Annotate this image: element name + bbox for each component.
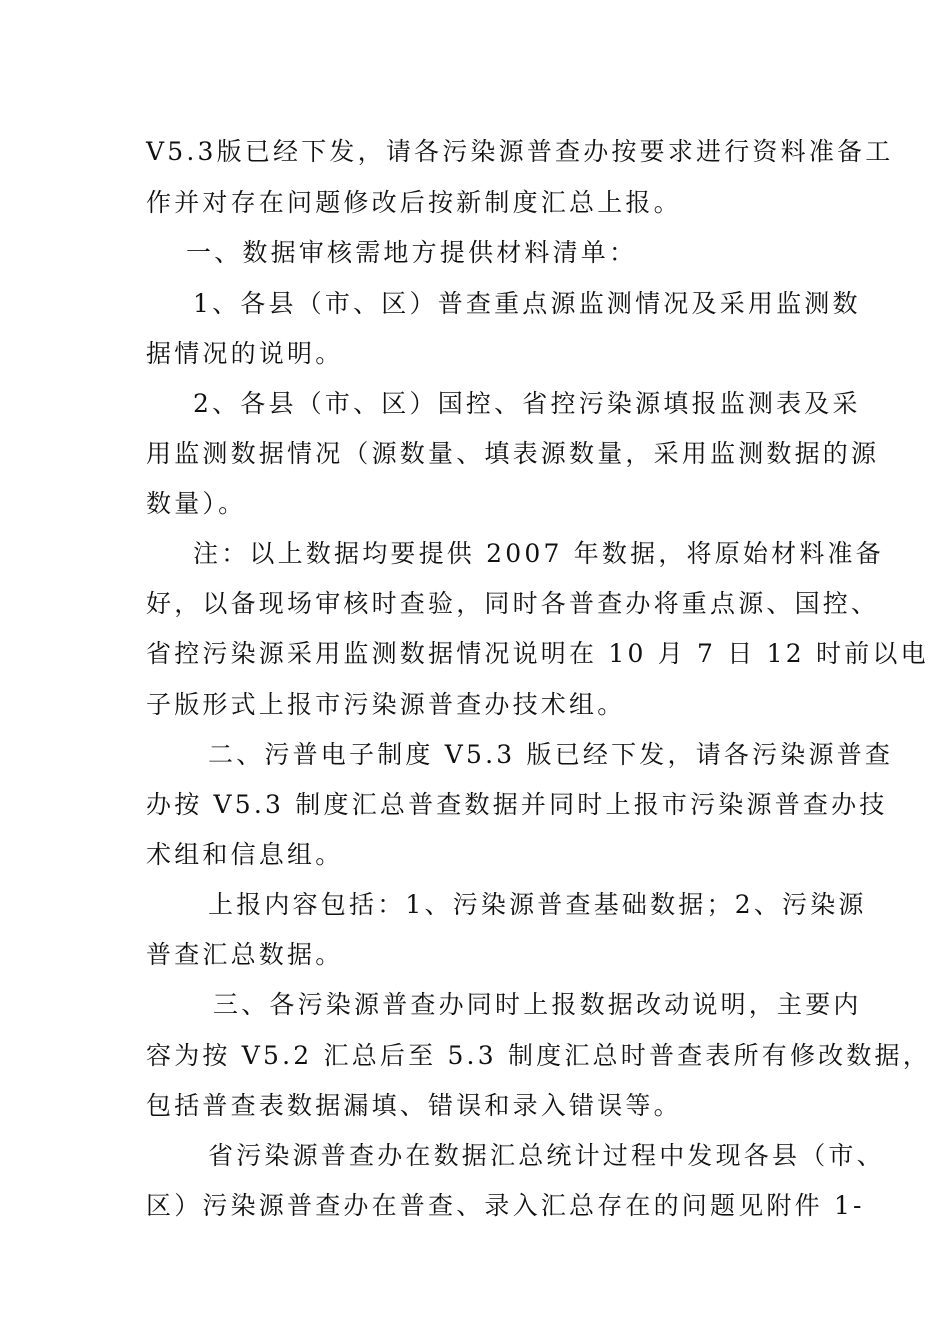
paragraph-line: 省控污染源采用监测数据情况说明在 10 月 7 日 12 时前以电 — [146, 639, 929, 668]
paragraph-line: 普查汇总数据。 — [146, 940, 344, 969]
paragraph-line: 数量）。 — [146, 489, 247, 518]
list-item: 1、各县（市、区）普查重点源监测情况及采用监测数 — [193, 289, 861, 318]
paragraph-line: 子版形式上报市污染源普查办技术组。 — [146, 690, 626, 719]
paragraph-line: 好，以备现场审核时查验，同时各普查办将重点源、国控、 — [146, 589, 880, 618]
paragraph-line: 据情况的说明。 — [146, 339, 344, 368]
section-heading: 二、污普电子制度 V5.3 版已经下发，请各污染源普查 — [208, 740, 894, 769]
paragraph-line: 区）污染源普查办在普查、录入汇总存在的问题见附件 1- — [146, 1191, 865, 1220]
section-heading: 一、数据审核需地方提供材料清单： — [186, 238, 638, 267]
note-line: 注：以上数据均要提供 2007 年数据，将原始材料准备 — [193, 539, 884, 568]
paragraph-line: 办按 V5.3 制度汇总普查数据并同时上报市污染源普查办技 — [146, 790, 888, 819]
paragraph-line: 上报内容包括：1、污染源普查基础数据；2、污染源 — [208, 890, 867, 919]
section-heading: 三、各污染源普查办同时上报数据改动说明，主要内 — [213, 990, 862, 1019]
list-item: 2、各县（市、区）国控、省控污染源填报监测表及采 — [193, 389, 861, 418]
paragraph-line: 术组和信息组。 — [146, 840, 344, 869]
paragraph-line: V5.3版已经下发，请各污染源普查办按要求进行资料准备工 — [146, 137, 894, 166]
paragraph-line: 包括普查表数据漏填、错误和录入错误等。 — [146, 1091, 682, 1120]
paragraph-line: 用监测数据情况（源数量、填表源数量，采用监测数据的源 — [146, 439, 880, 468]
paragraph-line: 作并对存在问题修改后按新制度汇总上报。 — [146, 188, 682, 217]
paragraph-line: 省污染源普查办在数据汇总统计过程中发现各县（市、 — [208, 1141, 885, 1170]
paragraph-line: 容为按 V5.2 汇总后至 5.3 制度汇总时普查表所有修改数据， — [146, 1041, 931, 1070]
